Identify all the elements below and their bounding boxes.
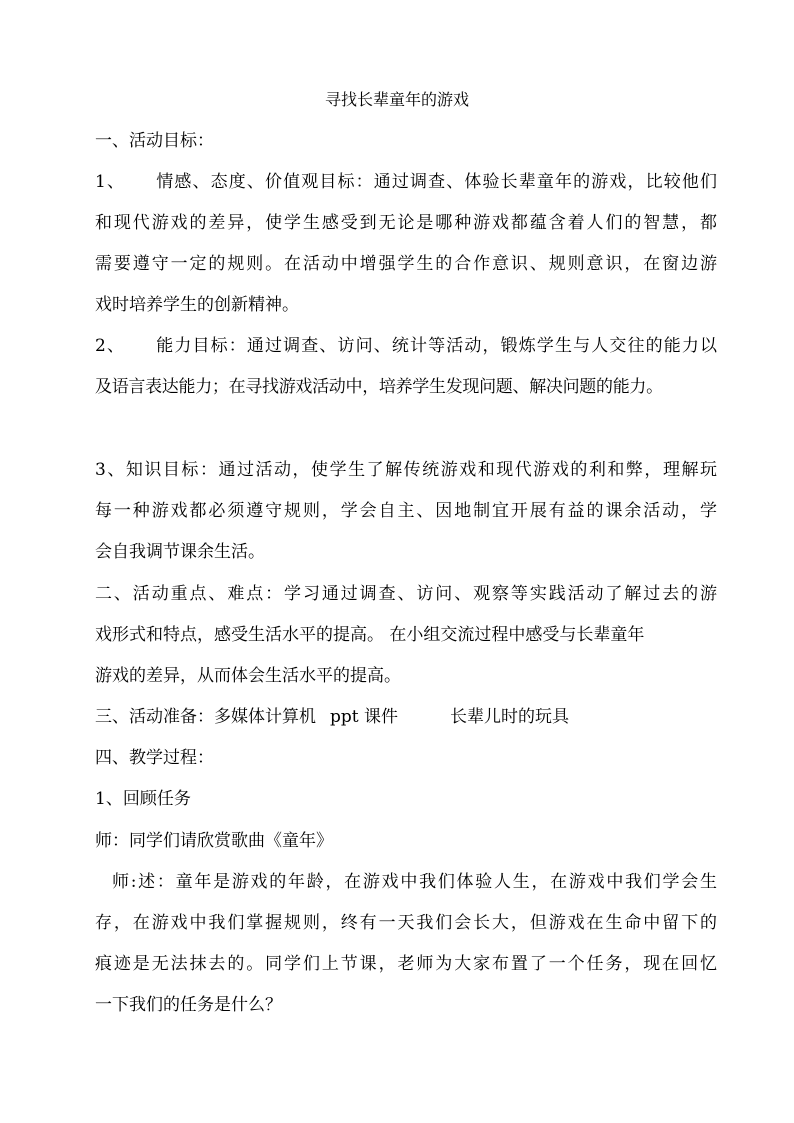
paragraph-line: 3、知识目标：通过活动，使学生了解传统游戏和现代游戏的利和弊，理解玩 <box>95 460 717 480</box>
paragraph-line: 二、活动重点、难点：学习通过调查、访问、观察等实践活动了解过去的游 <box>95 584 717 604</box>
list-item-text: 能力目标：通过调查、访问、统计等活动，锻炼学生与人交往的能力以 <box>155 336 717 356</box>
paragraph-line: 戏时培养学生的创新精神。 <box>95 295 299 315</box>
preparation-line <box>95 705 569 729</box>
paragraph-line: 师：同学们请欣赏歌曲《童年》 <box>95 831 333 851</box>
preparation-item-toys: 长辈儿时的玩具 <box>450 707 569 727</box>
paragraph-line <box>95 170 717 194</box>
preparation-item-ppt: ppt 课件 <box>330 707 398 727</box>
list-number: 1、 <box>95 172 126 192</box>
paragraph-line: 痕迹是无法抹去的。同学们上节课，老师为大家布置了一个任务，现在回忆 <box>95 954 717 974</box>
document-title: 寻找长辈童年的游戏 <box>324 90 469 109</box>
paragraph-line <box>95 334 717 358</box>
paragraph-line: 每一种游戏都必须遵守规则，学会自主、因地制宜开展有益的课余活动，学 <box>95 501 717 521</box>
paragraph-line: 一下我们的任务是什么？ <box>95 995 282 1015</box>
list-number: 2、 <box>95 336 126 356</box>
paragraph-line: 师:述：童年是游戏的年龄，在游戏中我们体验人生，在游戏中我们学会生 <box>112 872 717 892</box>
section-heading-objectives: 一、活动目标： <box>95 131 214 151</box>
list-item-text: 情感、态度、价值观目标：通过调查、体验长辈童年的游戏，比较他们 <box>155 172 717 192</box>
section-heading-process: 四、教学过程： <box>95 748 214 768</box>
paragraph-line: 游戏的差异，从而体会生活水平的提高。 <box>95 666 401 686</box>
paragraph-line: 需要遵守一定的规则。在活动中增强学生的合作意识、规则意识，在窗边游 <box>95 254 717 274</box>
subsection-heading: 1、回顾任务 <box>95 789 191 809</box>
preparation-label: 三、活动准备：多媒体计算机 <box>95 707 316 727</box>
paragraph-line: 会自我调节课余生活。 <box>95 542 265 562</box>
paragraph-line: 存，在游戏中我们掌握规则，终有一天我们会长大，但游戏在生命中留下的 <box>95 913 717 933</box>
paragraph-line: 和现代游戏的差异，使学生感受到无论是哪种游戏都蕴含着人们的智慧，都 <box>95 213 717 233</box>
paragraph-line: 戏形式和特点，感受生活水平的提高。 在小组交流过程中感受与长辈童年 <box>95 625 645 645</box>
paragraph-line: 及语言表达能力；在寻找游戏活动中，培养学生发现问题、解决问题的能力。 <box>95 377 663 397</box>
